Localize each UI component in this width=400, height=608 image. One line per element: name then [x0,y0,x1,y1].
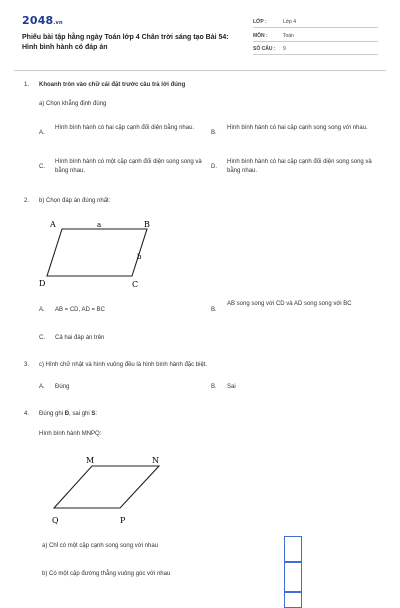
vertex-label-d: D [39,279,46,288]
vertex-label-p: P [120,516,126,525]
q3-option-a-text[interactable]: Đúng [55,384,70,390]
question-4-instruction: Đúng ghi Đ, sai ghi S: [39,411,98,417]
parallelogram-mnpq-figure [44,452,174,530]
q3-option-b-letter[interactable]: B. [211,384,217,390]
vertex-label-q: Q [52,516,59,525]
worksheet-page: 2048.vn Phiếu bài tập hằng ngày Toán lớp 4 Chân trời sáng tạo Bài 54: Hình bình hành có đáp án LỚP : Lớp 4 MÔN : Toán SỐ CÂU : 9 1. Khoanh tròn vào chữ cái đặt trước câu trả lời đúng a) Chọn khẳng định đúng A. Hình bình hành có hai cặp cạnh đối diện bằng nhau. B. Hình bình hành có hai cặp cạnh song song với nhau. C. Hình bình hành có một cặp cạnh đối diện song song và bằng nhau. D. Hình bình hành có hai cặp cạnh đối diện song song và bằng nhau. 2. b) Chọn đáp án đúng nhất: A B C D a b A. AB = CD, AD = BC B. AB song song với CD và AD song song với BC C. Cả hai đáp án trên 3. c) Hình chữ nhật và hình vuông đều là hình bình hành đặc biệt. A. Đúng B. Sai 4. Đúng ghi Đ, sai ghi S: Hình bình hành MNPQ: M N P Q a) Chỉ có một cặp cạnh song song với nhau b) Có một cặp đường thẳng vuông góc với nhau [0,0,400,600]
q1-option-d-text[interactable]: Hình bình hành có hai cặp cạnh đối diện song song và bằng nhau. [227,159,372,174]
q2-option-c-text[interactable]: Cả hai đáp án trên [55,335,105,341]
question-3-number: 3. [24,362,30,368]
q1-option-c-text[interactable]: Hình bình hành có một cặp cạnh đối diện song song và bằng nhau. [55,159,202,174]
vertex-label-c: C [132,280,139,289]
question-4-shape-name: Hình bình hành MNPQ: [39,431,102,437]
answer-box-b[interactable] [284,562,302,592]
q1-option-c-letter[interactable]: C. [39,164,45,170]
q2-option-a-letter[interactable]: A. [39,307,45,313]
header-divider [14,70,386,71]
question-1-title: Khoanh tròn vào chữ cái đặt trước câu trả lời đúng [39,82,186,88]
question-2-number: 2. [24,198,30,204]
q4-statement-a: a) Chỉ có một cặp cạnh song song với nhau [42,543,159,549]
side-label-a: a [97,221,102,229]
parallelogram-abcd [47,229,147,276]
vertex-label-n: N [152,456,159,465]
q3-option-a-letter[interactable]: A. [39,384,45,390]
q2-option-a-text[interactable]: AB = CD, AD = BC [55,307,106,313]
q3-option-b-text[interactable]: Sai [227,384,236,390]
answer-box-c[interactable] [284,592,302,608]
vertex-label-b: B [144,220,150,229]
q1-option-b-text[interactable]: Hình bình hành có hai cặp cạnh song song với nhau. [227,125,368,131]
q2-option-b-text[interactable]: AB song song với CD và AD song song với BC [227,301,352,307]
q2-option-c-letter[interactable]: C. [39,335,45,341]
question-3-text: c) Hình chữ nhật và hình vuông đều là hình bình hành đặc biệt. [39,362,208,368]
q1-option-b-letter[interactable]: B. [211,130,217,136]
q1-option-a-text[interactable]: Hình bình hành có hai cặp cạnh đối diện bằng nhau. [55,125,195,131]
site-logo[interactable]: 2048.vn [22,14,63,27]
question-4-number: 4. [24,411,30,417]
side-label-b: b [137,253,142,261]
q4-statement-b: b) Có một cặp đường thẳng vuông góc với nhau [42,571,171,577]
question-1-number: 1. [24,82,30,88]
answer-box-a[interactable] [284,536,302,562]
question-2-part-b: b) Chọn đáp án đúng nhất: [39,198,111,204]
question-1-part-a: a) Chọn khẳng định đúng [39,101,107,107]
q1-option-d-letter[interactable]: D. [211,164,217,170]
q1-option-a-letter[interactable]: A. [39,130,45,136]
vertex-label-m: M [86,456,95,465]
q2-option-b-letter[interactable]: B. [211,307,217,313]
worksheet-title: Phiếu bài tập hằng ngày Toán lớp 4 Chân trời sáng tạo Bài 54: Hình bình hành có đáp án [22,34,229,51]
vertex-label-a: A [50,220,56,229]
parallelogram-mnpq [54,466,159,508]
parallelogram-abcd-figure [34,215,164,290]
